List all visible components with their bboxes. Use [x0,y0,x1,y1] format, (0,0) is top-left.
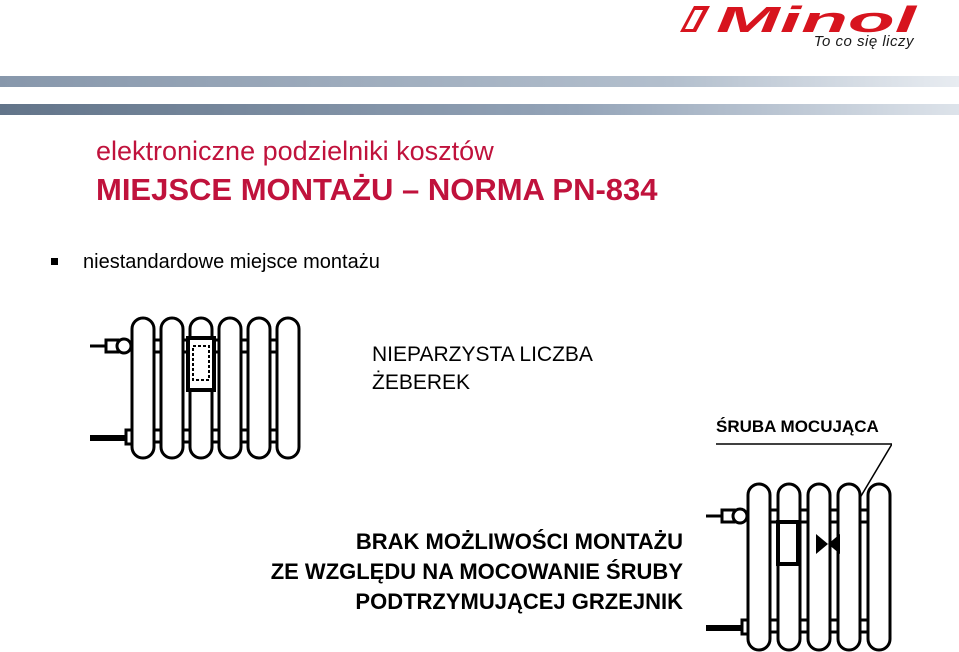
warning-line-3: PODTRZYMUJĄCEJ GRZEJNIK [355,589,683,614]
mounting-warning-caption [190,527,683,617]
logo-wordmark: Minol [716,2,919,36]
odd-fin-count-line-1: NIEPARZYSTA LICZBA [372,343,593,366]
slide-subtitle: elektroniczne podzielniki kosztów [96,136,494,166]
radiator-with-screw-illustration [704,478,914,652]
bullet-square-icon [51,258,58,265]
cost-allocator-device [188,338,214,390]
bullet-text: niestandardowe miejsce montażu [83,251,380,273]
minol-logo [676,2,921,36]
odd-fin-count-line-2: ŻEBEREK [372,371,471,394]
radiator-odd-fins-illustration [88,312,324,464]
odd-fin-count-caption [372,341,593,397]
tagline: To co się liczy [813,33,914,50]
slide-title: MIEJSCE MONTAŻU – NORMA PN-834 [96,172,658,207]
header-bands [0,76,959,126]
warning-line-1: BRAK MOŻLIWOŚCI MONTAŻU [355,529,683,554]
warning-line-2: ZE WZGLĘDU NA MOCOWANIE ŚRUBY [270,559,683,584]
screw-label: ŚRUBA MOCUJĄCA [716,417,879,436]
